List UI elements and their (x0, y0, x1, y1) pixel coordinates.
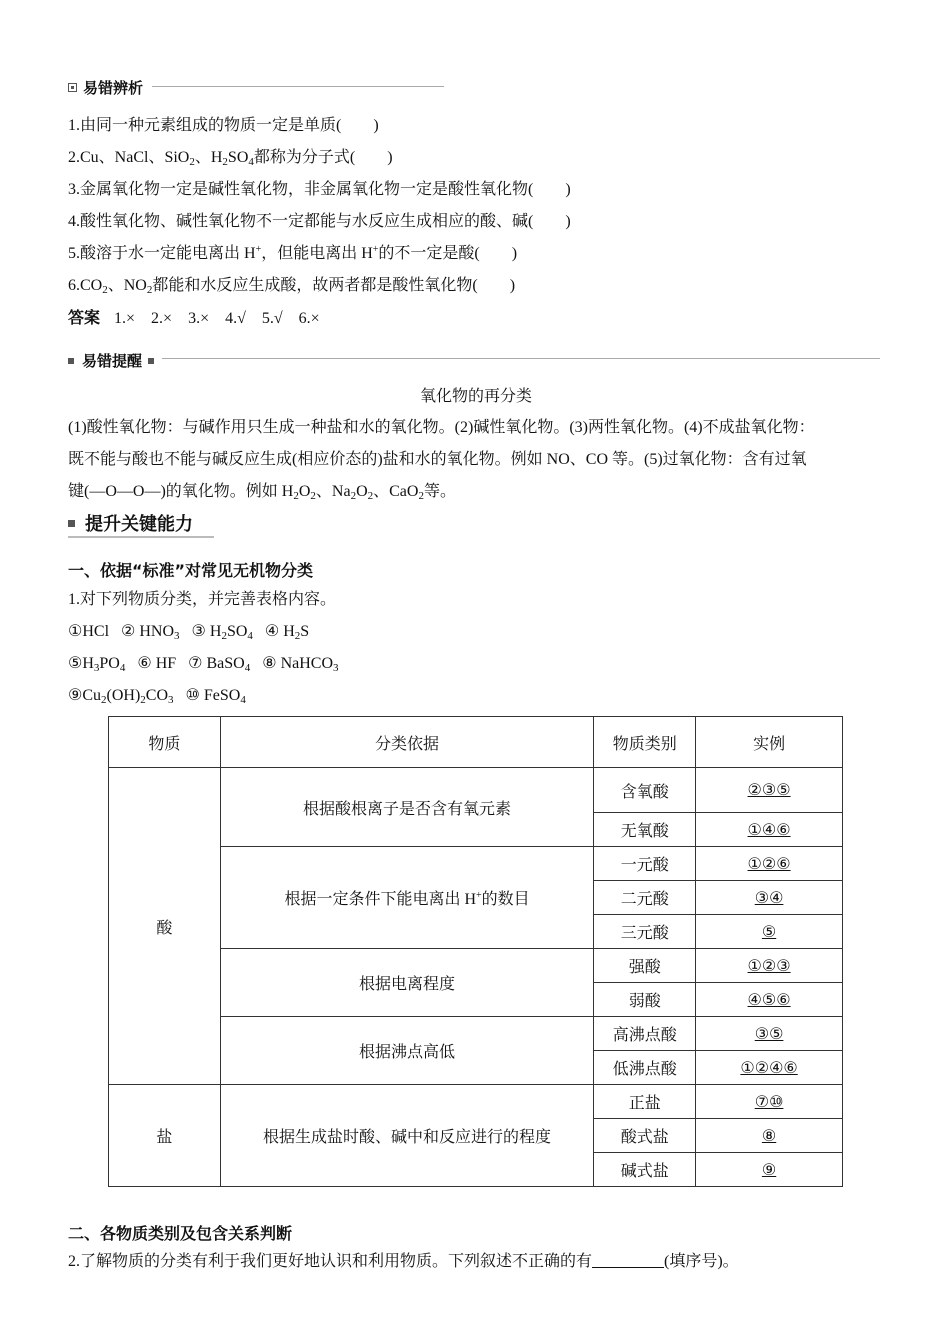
example-cell: ⑧ (696, 1119, 843, 1153)
basis-cell: 根据电离程度 (220, 949, 593, 1017)
example-cell: ③④ (696, 881, 843, 915)
reminder-line: (1)酸性氧化物：与碱作用只生成一种盐和水的氧化物。(2)碱性氧化物。(3)两性氧化物。(4)不成盐氧化物： (68, 419, 815, 436)
class-cell: 碱式盐 (594, 1153, 696, 1187)
reminder-title: 氧化物的再分类 (419, 388, 532, 405)
example-cell: ⑦⑩ (696, 1085, 843, 1119)
error-item-4: 4.酸性氧化物、碱性氧化物不一定都能与水反应生成相应的酸、碱( ) (68, 213, 571, 230)
table-row (109, 1085, 843, 1119)
error-item-2: 2.Cu、NaCl、SiO$_2$、$H_2SO_4$都称为分子式( ) (68, 149, 393, 168)
table-header: 物质类别 (594, 717, 696, 768)
section-title: 易错辨析 (83, 79, 144, 97)
table-row (109, 768, 843, 813)
error-item-1: 1.由同一种元素组成的物质一定是单质( ) (68, 117, 379, 134)
class-cell: 低沸点酸 (594, 1051, 696, 1085)
table-header: 分类依据 (220, 717, 593, 768)
header-rule (68, 536, 214, 538)
table-header-row (109, 717, 843, 768)
example-cell: ⑤ (696, 915, 843, 949)
error-item-5: 5.酸溶于水一定能电离出 H+，但能电离出 H+的不一定是酸( ) (68, 244, 518, 262)
table-header: 物质 (109, 717, 221, 768)
example-cell: ③⑤ (696, 1017, 843, 1051)
basis-cell: 根据酸根离子是否含有氧元素 (220, 768, 593, 847)
answer-line (68, 307, 320, 330)
class-cell: 弱酸 (594, 983, 696, 1017)
answer-blank[interactable] (592, 1251, 664, 1268)
substance-list-row-2: $⑤H_3PO_4$ ⑥ HF ⑦ BaSO$_4$ ⑧ NaHCO$_3$ (68, 655, 339, 674)
example-cell: ①②⑥ (696, 847, 843, 881)
reminder-paragraph (68, 412, 894, 508)
reminder-line: 键(—O—O—)的氧化物。例如 $H_2O_2$、$Na_2O_2$、CaO$_2$等。 (68, 483, 456, 502)
basis-cell: 根据沸点高低 (220, 1017, 593, 1085)
table-header: 实例 (696, 717, 843, 768)
class-cell: 一元酸 (594, 847, 696, 881)
answer-values: 1.× 2.× 3.× 4.√ 5.√ 6.× (114, 310, 320, 327)
square-bullet-icon (68, 520, 75, 527)
class-cell: 正盐 (594, 1085, 696, 1119)
substance-list-row-1: ①HCl ② $HNO_3$ ③ $H_2SO_4$ ④ $H_2S$ (68, 623, 310, 642)
section-title: 提升关键能力 (85, 514, 193, 535)
example-cell: ②③⑤ (696, 768, 843, 813)
answer-label: 答案 (68, 308, 101, 327)
example-cell: ①④⑥ (696, 813, 843, 847)
part1-heading: 一、依据“标准”对常见无机物分类 (68, 561, 314, 580)
category-acid: 酸 (109, 768, 221, 1085)
class-cell: 强酸 (594, 949, 696, 983)
class-cell: 酸式盐 (594, 1119, 696, 1153)
class-cell: 三元酸 (594, 915, 696, 949)
part2-heading: 二、各物质类别及包含关系判断 (68, 1224, 293, 1243)
square-bullet-icon (68, 358, 74, 364)
error-item-3: 3.金属氧化物一定是碱性氧化物，非金属氧化物一定是酸性氧化物( ) (68, 181, 571, 198)
reminder-line: 既不能与酸也不能与碱反应生成(相应价态的)盐和水的氧化物。例如 NO、CO 等。(5)过氧化物：含有过氧 (68, 451, 807, 468)
part2-task: 2.了解物质的分类有利于我们更好地认识和利用物质。下列叙述不正确的有 (填序号)。 (68, 1253, 739, 1270)
error-item-6: $6.CO_2$、$NO_2$都能和水反应生成酸，故两者都是酸性氧化物( ) (68, 277, 516, 296)
square-bullet-icon (68, 83, 77, 92)
classification-table (108, 716, 843, 1187)
square-bullet-icon (148, 358, 154, 364)
class-cell: 含氧酸 (594, 768, 696, 813)
example-cell: ①②③ (696, 949, 843, 983)
class-cell: 无氧酸 (594, 813, 696, 847)
substance-list-row-3: $⑨Cu_2(OH)_2CO_3$ ⑩ FeSO$_4$ (68, 687, 246, 706)
category-salt: 盐 (109, 1085, 221, 1187)
example-cell: ①②④⑥ (696, 1051, 843, 1085)
part1-task: 1.对下列物质分类，并完善表格内容。 (68, 591, 337, 608)
basis-cell: 根据生成盐时酸、碱中和反应进行的程度 (220, 1085, 593, 1187)
basis-cell: 根据一定条件下能电离出 H+的数目 (220, 847, 593, 949)
section-title: 易错提醒 (82, 352, 143, 370)
class-cell: 二元酸 (594, 881, 696, 915)
section-header-error-reminder (68, 350, 162, 371)
example-cell: ④⑤⑥ (696, 983, 843, 1017)
header-rule (162, 358, 880, 359)
example-cell: ⑨ (696, 1153, 843, 1187)
section-header-key-ability (68, 510, 193, 536)
header-rule (152, 86, 444, 87)
class-cell: 高沸点酸 (594, 1017, 696, 1051)
section-header-error-analysis (68, 77, 143, 98)
